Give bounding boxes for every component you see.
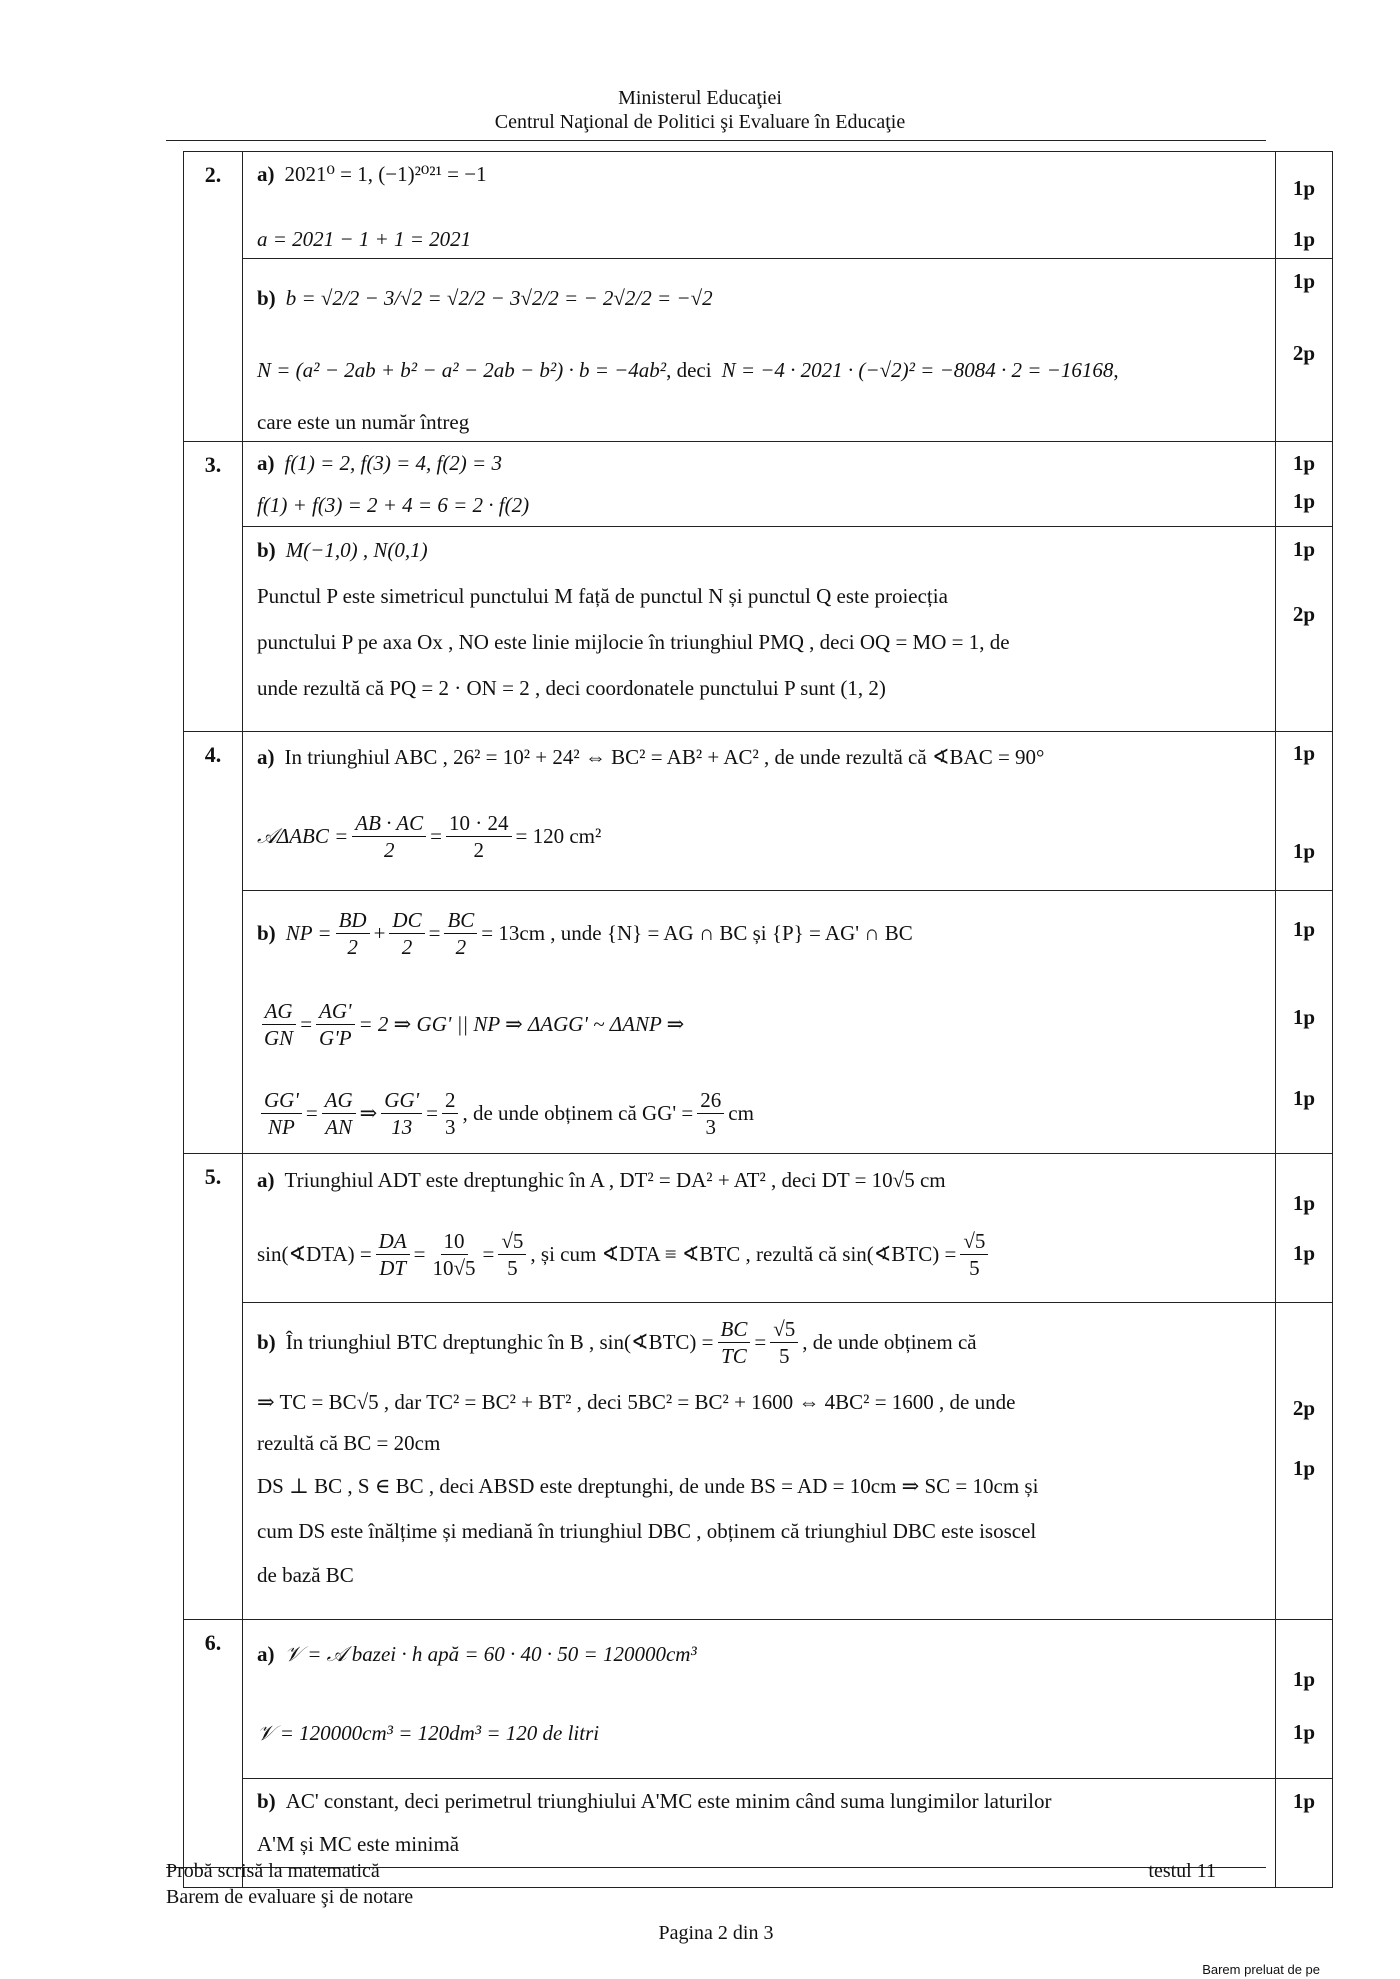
problem-5b-line3: rezultă că BC = 20cm xyxy=(257,1431,441,1455)
points: 1p xyxy=(1292,268,1316,293)
points: 1p xyxy=(1292,839,1316,863)
problem-6-part-a xyxy=(184,1620,1333,1779)
problem-number: 2. xyxy=(184,152,243,442)
problem-5-part-b xyxy=(184,1303,1333,1620)
points: 1p xyxy=(1292,1085,1316,1110)
page-header xyxy=(0,86,1400,134)
problem-6a-line1: 𝒱 = 𝒜 bazei · h apă = 60 · 40 · 50 = 120000cm³ xyxy=(284,1642,697,1666)
problem-3-part-a xyxy=(184,442,1333,527)
problem-2a-line2: a = 2021 − 1 + 1 = 2021 xyxy=(257,227,472,251)
page-number: Pagina 2 din 3 xyxy=(658,1922,774,1944)
points-column xyxy=(1276,1154,1333,1303)
points: 1p xyxy=(1292,740,1316,765)
problem-3b-line3: punctului P pe axa Ox , NO este linie mijlocie în triunghiul PMQ , deci OQ = MO = 1, de xyxy=(257,630,1010,654)
points-column xyxy=(1276,527,1333,732)
problem-4a-body: a) In triunghiul ABC , 26² = 10² + 24² ⇔ BC² = AB² + AC² , de unde rezultă că ∢BAC = 90° 𝒜ΔABC = $\frac{AB \cdot AC}{2}$ = $\frac{10 \cdot 24}{2}$ = 120 cm² xyxy=(243,732,1276,891)
center-name: Centrul Naţional de Politici şi Evaluare în Educaţie xyxy=(494,111,906,133)
problem-number: 6. xyxy=(184,1620,243,1888)
problem-5b-line5: cum DS este înălțime și mediană în triunghiul DBC , obținem că triunghiul DBC este isoscel xyxy=(257,1519,1037,1543)
problem-4-part-b xyxy=(184,891,1333,1154)
problem-2a-line1: 2021⁰ = 1, (−1)²⁰²¹ = −1 xyxy=(284,162,487,186)
problem-2b-line3: care este un număr întreg xyxy=(257,410,470,434)
problem-3b-line2: Punctul P este simetricul punctului M față de punctul N și punctul Q este proiecția xyxy=(257,584,948,608)
points: 2p xyxy=(1292,601,1316,626)
problem-2b-line1: b = √2/2 − 3/√2 = √2/2 − 3√2/2 = − 2√2/2 = −√2 xyxy=(285,286,713,310)
points: 1p xyxy=(1292,1788,1316,1813)
problem-2-part-a xyxy=(184,152,1333,259)
problem-2b-line2b: N = −4 · 2021 · (−√2)² = −8084 · 2 = −16168 xyxy=(721,358,1114,382)
problem-5b-body: b) În triunghiul BTC dreptunghic în B , sin(∢BTC) = $\frac{BC}{TC}$ = $\frac{√5}{5}$ , de unde obținem că ⇒ TC = BC√5 , dar TC² = BC² + BT² , deci 5BC² = BC² + 1600 ⇔ 4BC² = 1600 , de unde rezultă că BC = 20cm DS ⊥ BC , S ∈ BC , deci ABSD este dreptunghi, de unde BS = AD = 10cm ⇒ SC = 10cm și cum DS este înălțime și mediană în triunghiul DBC , obținem că triunghiul DBC este isoscel de bază BC xyxy=(243,1303,1276,1620)
problem-5-part-a xyxy=(184,1154,1333,1303)
problem-5b-line6: de bază BC xyxy=(257,1563,354,1587)
problem-2b-line2: N = (a² − 2ab + b² − a² − 2ab − b²) · b = −4ab² xyxy=(257,358,667,382)
points-column xyxy=(1276,152,1333,259)
points: 1p xyxy=(1292,1240,1316,1265)
problem-6b-body: b) AC' constant, deci perimetrul triunghiului A'MC este minim când suma lungimilor laturilor A'M și MC este minimă xyxy=(243,1779,1276,1888)
header-rule xyxy=(166,140,1266,141)
points: 1p xyxy=(1292,175,1316,200)
problem-5b-line4: DS ⊥ BC , S ∈ BC , deci ABSD este dreptunghi, de unde BS = AD = 10cm ⇒ SC = 10cm și xyxy=(257,1474,1039,1498)
problem-3b-body: b) M(−1,0) , N(0,1) Punctul P este simetricul punctului M față de punctul N și punctul Q este proiecția punctului P pe axa Ox , NO este linie mijlocie în triunghiul PMQ , deci OQ = MO = 1, de unde rezultă că PQ = 2 · ON = 2 , deci coordonatele punctului P sunt (1, 2) xyxy=(243,527,1276,732)
points-column xyxy=(1276,259,1333,442)
problem-6b-line2: A'M și MC este minimă xyxy=(257,1832,460,1856)
problem-number: 4. xyxy=(184,732,243,1154)
problem-4b-body: b) NP = $\frac{BD}{2}$ + $\frac{DC}{2}$ = $\frac{BC}{2}$ = 13cm , unde {N} = AG ∩ BC și {P} = AG' ∩ BC $\frac{AG}{GN}$ = $\frac{AG'}{G'P}$ = 2 ⇒ GG' || NP ⇒ ΔAGG' ~ ΔANP ⇒ $\frac{GG'}{NP}$ = $\frac{AG}{AN}$ ⇒ $\frac{GG'}{13}$ = $\frac{2}{3}$ , de unde obținem că GG' = $\frac{26}{3}$ cm xyxy=(243,891,1276,1154)
problem-number: 3. xyxy=(184,442,243,732)
points: 1p xyxy=(1292,450,1316,475)
points: 1p xyxy=(1292,1191,1316,1215)
points-column xyxy=(1276,1303,1333,1620)
points: 1p xyxy=(1292,1667,1316,1691)
problem-3-part-b xyxy=(184,527,1333,732)
points-column xyxy=(1276,1779,1333,1888)
footer-test-id: testul 11 xyxy=(1148,1860,1216,1882)
problem-3a-body: a) f(1) = 2, f(3) = 4, f(2) = 3 f(1) + f(3) = 2 + 4 = 6 = 2 · f(2) xyxy=(243,442,1276,527)
problem-6a-body: a) 𝒱 = 𝒜 bazei · h apă = 60 · 40 · 50 = 120000cm³ 𝒱 = 120000cm³ = 120dm³ = 120 de litri xyxy=(243,1620,1276,1779)
problem-6a-line2: 𝒱 = 120000cm³ = 120dm³ = 120 de litri xyxy=(257,1721,600,1745)
problem-2b-body: b) b = √2/2 − 3/√2 = √2/2 − 3√2/2 = − 2√2/2 = −√2 N = (a² − 2ab + b² − a² − 2ab − b²) · b = −4ab² , deci N = −4 · 2021 · (−√2)² = −8084 · 2 = −16168 , care este un număr întreg xyxy=(243,259,1276,442)
points: 1p xyxy=(1292,916,1316,941)
ministry-name: Ministerul Educaţiei xyxy=(618,87,782,109)
problem-6b-line1: AC' constant, deci perimetrul triunghiului A'MC este minim când suma lungimilor laturilor xyxy=(285,1789,1052,1813)
points-column xyxy=(1276,891,1333,1154)
points: 1p xyxy=(1292,488,1316,513)
page-footer xyxy=(166,1858,1266,1946)
footer-subtitle: Barem de evaluare şi de notare xyxy=(166,1886,414,1908)
problem-3b-line4: unde rezultă că PQ = 2 · ON = 2 , deci coordonatele punctului P sunt (1, 2) xyxy=(257,676,886,700)
points-column xyxy=(1276,442,1333,527)
problem-3b-line1: M(−1,0) , N(0,1) xyxy=(285,538,428,562)
problem-number: 5. xyxy=(184,1154,243,1620)
barem-table xyxy=(183,151,1333,1888)
problem-2a-body: a) 2021⁰ = 1, (−1)²⁰²¹ = −1 a = 2021 − 1 + 1 = 2021 xyxy=(243,152,1276,259)
points: 2p xyxy=(1292,340,1316,365)
problem-5a-body: a) Triunghiul ADT este dreptunghic în A , DT² = DA² + AT² , deci DT = 10√5 cm sin(∢DTA) = $\frac{DA}{DT}$ = $\frac{10}{10√5}$ = $\frac{√5}{5}$ , și cum ∢DTA ≡ ∢BTC , rezultă că sin(∢BTC) = $\frac{√5}{5}$ xyxy=(243,1154,1276,1303)
points: 1p xyxy=(1292,226,1316,251)
problem-2-part-b xyxy=(184,259,1333,442)
points: 2p xyxy=(1292,1396,1316,1420)
points-column xyxy=(1276,732,1333,891)
problem-4a-line1: In triunghiul ABC , 26² = 10² + 24² ⇔ BC² = AB² + AC² , de unde rezultă că ∢BAC = 90° xyxy=(284,745,1045,769)
problem-5b-line2: ⇒ TC = BC√5 , dar TC² = BC² + BT² , deci 5BC² = BC² + 1600 ⇔ 4BC² = 1600 , de unde xyxy=(257,1390,1016,1414)
points: 1p xyxy=(1292,1004,1316,1029)
footer-subject: Probă scrisă la matematică xyxy=(166,1860,380,1882)
problem-5a-line1: Triunghiul ADT este dreptunghic în A , DT² = DA² + AT² , deci DT = 10√5 cm xyxy=(284,1168,946,1192)
points: 1p xyxy=(1292,1719,1316,1744)
problem-3a-line2: f(1) + f(3) = 2 + 4 = 6 = 2 · f(2) xyxy=(257,493,530,517)
points-column xyxy=(1276,1620,1333,1779)
source-note: Barem preluat de pe xyxy=(1202,1962,1320,1977)
problem-4-part-a xyxy=(184,732,1333,891)
problem-3a-line1: f(1) = 2, f(3) = 4, f(2) = 3 xyxy=(284,451,502,475)
points: 1p xyxy=(1292,1455,1316,1480)
points: 1p xyxy=(1292,536,1316,561)
